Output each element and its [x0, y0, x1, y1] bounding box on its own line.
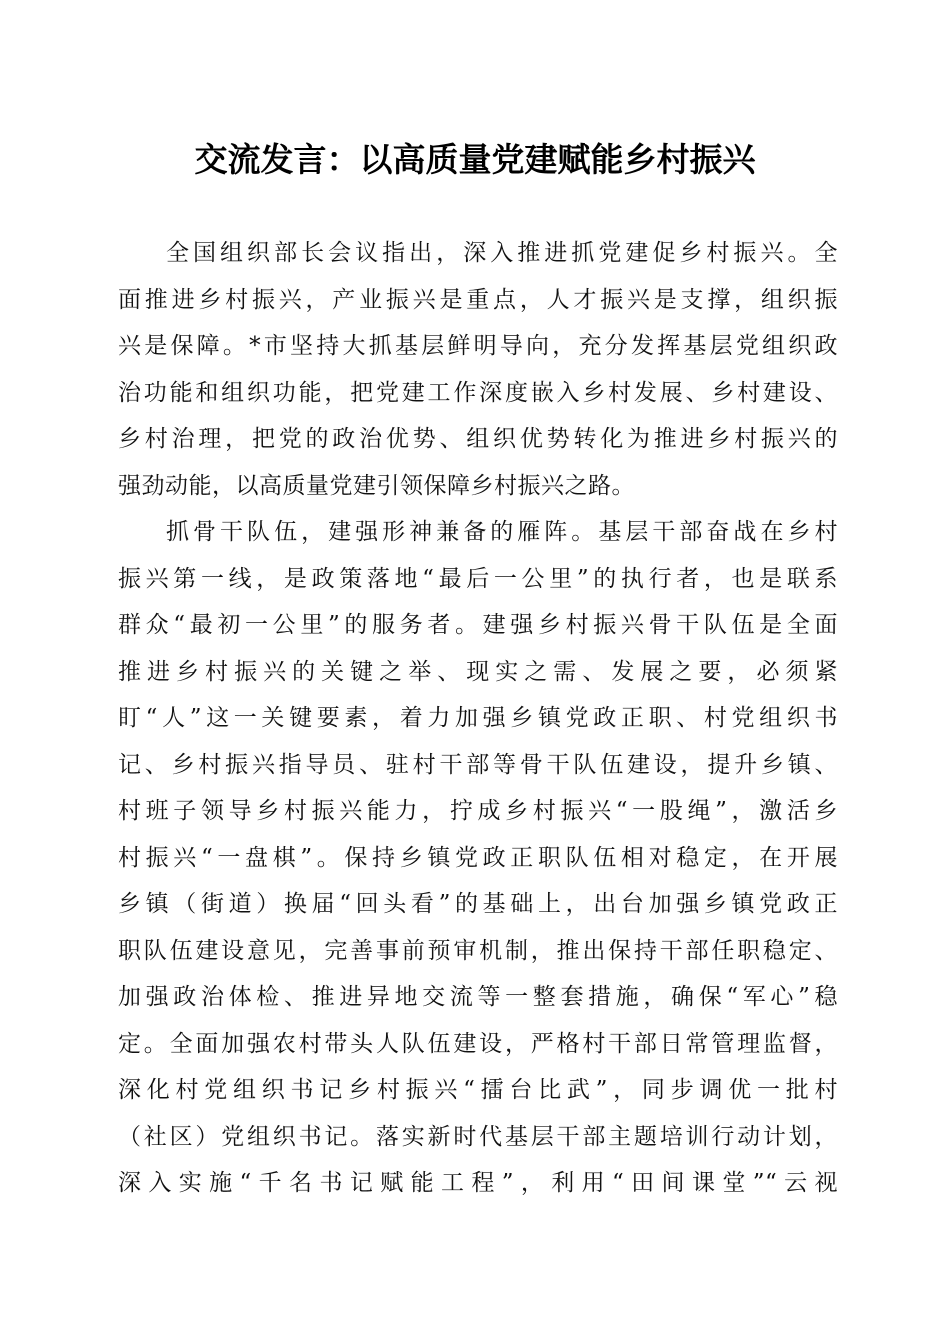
- text-line: 治功能和组织功能，把党建工作深度嵌入乡村发展、乡村建设、: [118, 379, 838, 406]
- text-line: 记、乡村振兴指导员、驻村干部等骨干队伍建设，提升乡镇、: [118, 751, 838, 778]
- text-line: 振兴第一线，是政策落地“最后一公里”的执行者，也是联系: [118, 565, 838, 592]
- text-line: 定。全面加强农村带头人队伍建设，严格村干部日常管理监督，: [118, 1030, 838, 1057]
- text-line: 深化村党组织书记乡村振兴“擂台比武”，同步调优一批村: [118, 1077, 838, 1103]
- text-line: 职队伍建设意见，完善事前预审机制，推出保持干部任职稳定、: [118, 937, 838, 964]
- text-line: 乡镇（街道）换届“回头看”的基础上，出台加强乡镇党政正: [118, 891, 838, 917]
- paragraph-1: [118, 230, 838, 509]
- text-line: 全国组织部长会议指出，深入推进抓党建促乡村振兴。全: [166, 240, 838, 266]
- text-line: 强劲动能，以高质量党建引领保障乡村振兴之路。: [118, 472, 635, 499]
- text-line: 兴是保障。*市坚持大抓基层鲜明导向，充分发挥基层党组织政: [118, 333, 838, 359]
- text-line: 村班子领导乡村振兴能力，拧成乡村振兴“一股绳”，激活乡: [118, 798, 838, 824]
- text-line: 面推进乡村振兴，产业振兴是重点，人才振兴是支撑，组织振: [118, 286, 838, 313]
- text-line: 抓骨干队伍，建强形神兼备的雁阵。基层干部奋战在乡村: [166, 519, 838, 545]
- document-title: 交流发言：以高质量党建赋能乡村振兴: [194, 140, 756, 179]
- text-line: 乡村治理，把党的政治优势、组织优势转化为推进乡村振兴的: [118, 426, 838, 452]
- text-line: 深入实施“千名书记赋能工程”，利用“田间课堂”“云视: [118, 1170, 838, 1196]
- text-line: 盯“人”这一关键要素，着力加强乡镇党政正职、村党组织书: [118, 705, 838, 731]
- paragraph-2: [118, 509, 838, 1207]
- text-line: 推进乡村振兴的关键之举、现实之需、发展之要，必须紧: [118, 658, 838, 685]
- document-body: [118, 230, 838, 1207]
- text-line: 加强政治体检、推进异地交流等一整套措施，确保“军心”稳: [118, 984, 838, 1010]
- text-line: 群众“最初一公里”的服务者。建强乡村振兴骨干队伍是全面: [118, 612, 838, 638]
- text-line: （社区）党组织书记。落实新时代基层干部主题培训行动计划，: [118, 1123, 838, 1150]
- text-line: 村振兴“一盘棋”。保持乡镇党政正职队伍相对稳定，在开展: [118, 844, 838, 871]
